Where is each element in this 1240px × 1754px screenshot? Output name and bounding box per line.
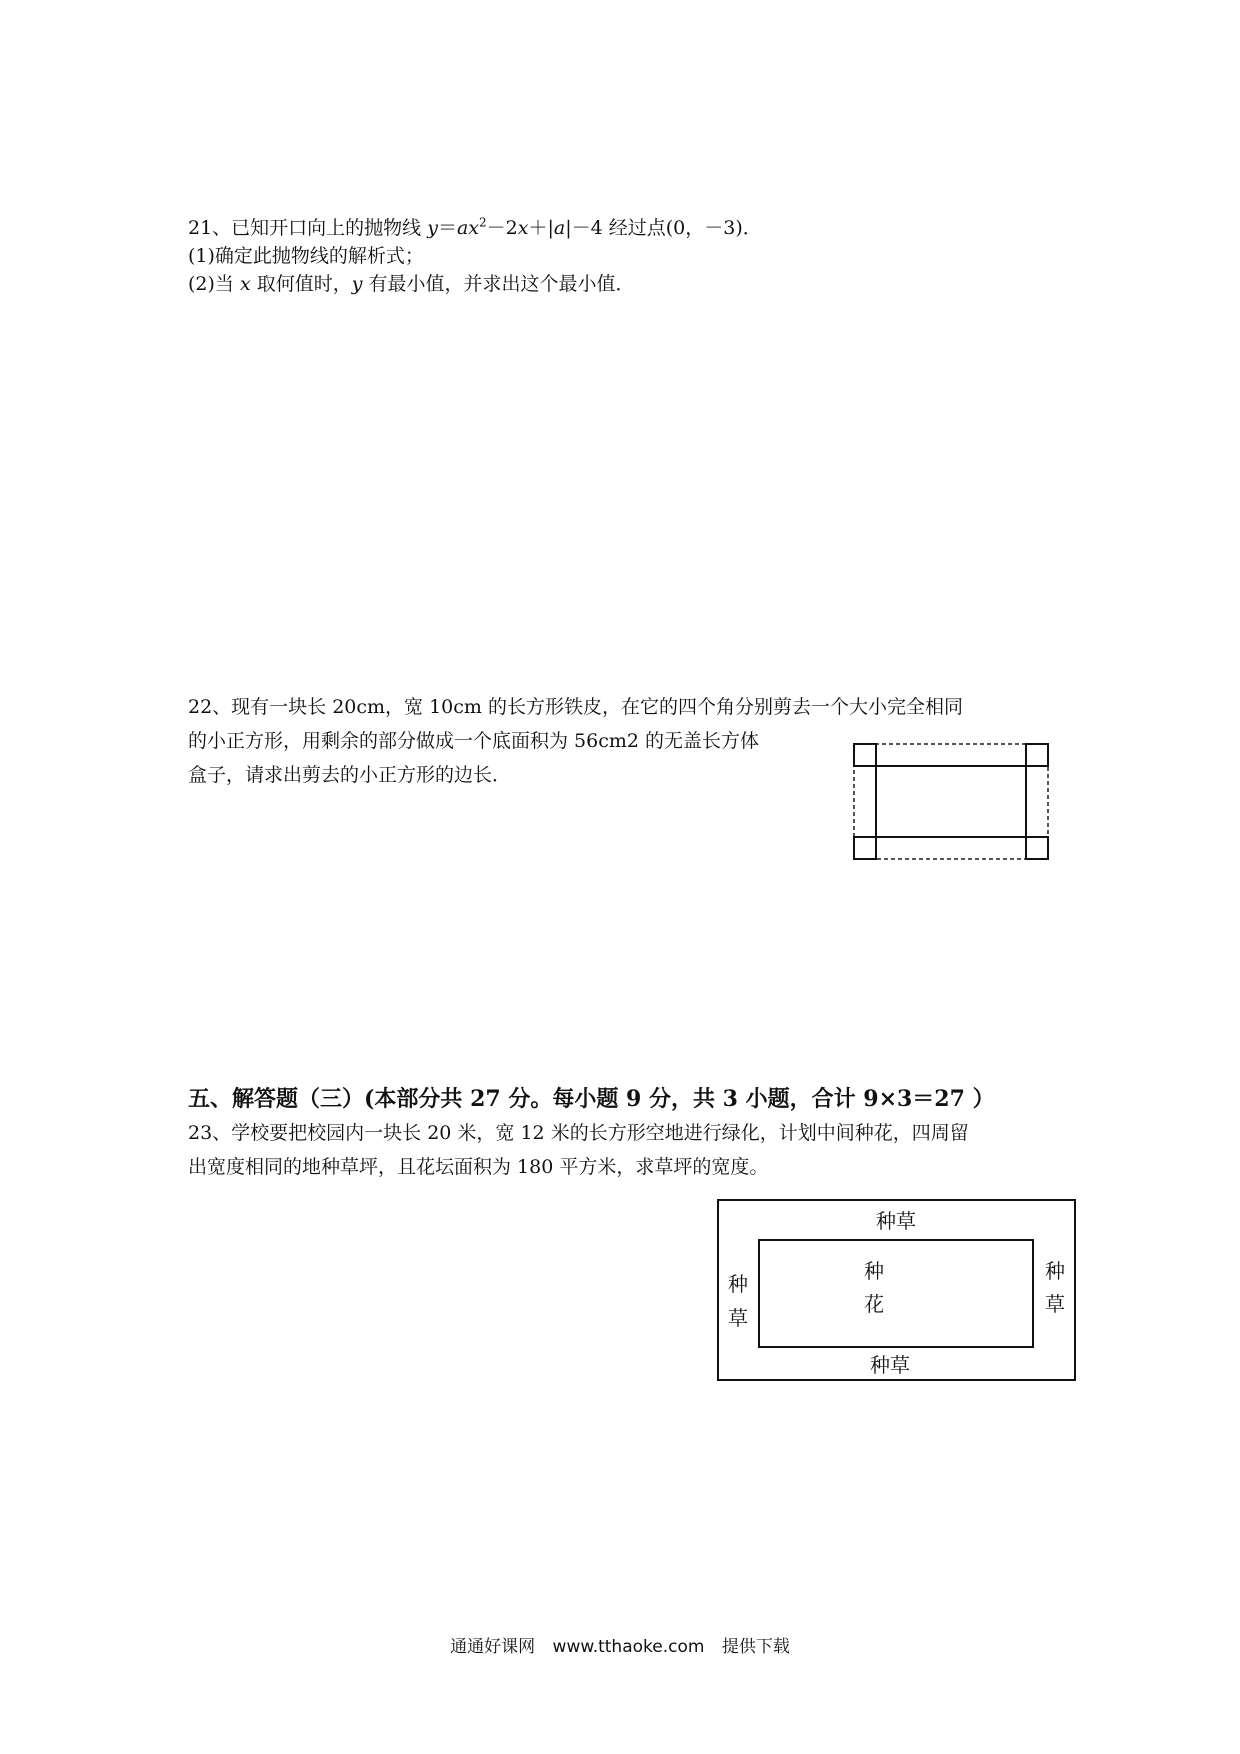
label-left-grass-2: 草 [728,1306,748,1330]
label-right-grass-1: 种 [1045,1259,1065,1283]
q21-text: 取何值时， [250,273,352,295]
garden-figure [716,1198,1078,1384]
var-y: y [351,273,363,295]
q21-text: ＋| [528,217,554,239]
var-x: x [239,273,251,295]
corner-square-top-right [1026,744,1048,766]
footer-suffix: 提供下载 [721,1637,790,1657]
label-bottom-grass: 种草 [870,1353,910,1377]
equals: ＝ [437,217,457,239]
q21-text: (2)当 [188,273,240,295]
q21-text: 21、已知开口向上的抛物线 [188,217,428,239]
q21-line3 [188,270,635,298]
q22-line1: 22、现有一块长 20cm，宽 10cm 的长方形铁皮，在它的四个角分别剪去一个大小完全相同 [188,696,963,718]
label-center-flower-1: 种 [864,1259,884,1283]
page-footer [0,1632,1240,1657]
outer-dashed-outline [854,744,1048,859]
q21-text: 有最小值，并求出这个最小值． [362,273,635,295]
var-ax: ax [456,217,480,239]
corner-square-bottom-right [1026,837,1048,859]
label-right-grass-2: 草 [1045,1292,1065,1316]
q21-text: |－4 经过点(0，－3)． [565,217,762,239]
label-center-flower-2: 花 [864,1292,884,1316]
label-top-grass: 种草 [876,1209,916,1233]
footer-site-name: 通通好课网 [450,1637,536,1657]
section-heading: 五、解答题（三）(本部分共 27 分。每小题 9 分，共 3 小题，合计 9×3＝27 ） [188,1086,995,1112]
q22-line3: 盒子，请求出剪去的小正方形的边长． [188,764,512,786]
corner-square-top-left [854,744,876,766]
q22-line2: 的小正方形，用剩余的部分做成一个底面积为 56cm2 的无盖长方体 [188,730,760,752]
exponent: 2 [479,215,487,230]
corner-square-bottom-left [854,837,876,859]
var-a: a [553,217,566,239]
q21-text: －2 [486,217,518,239]
label-left-grass-1: 种 [728,1272,748,1296]
var-y: y [427,217,438,239]
q21-line2: (1)确定此抛物线的解析式； [188,245,424,267]
q23-line2: 出宽度相同的地种草坪，且花坛面积为 180 平方米，求草坪的宽度。 [188,1156,769,1178]
sheet-metal-figure [852,742,1052,867]
var-x: x [517,217,529,239]
flowerbed-rect [759,1240,1033,1347]
footer-url[interactable]: www.tthaoke.com [552,1637,705,1657]
q21-line1 [188,214,762,242]
q23-line1: 23、学校要把校园内一块长 20 米，宽 12 米的长方形空地进行绿化，计划中间种花，四周留 [188,1122,969,1144]
